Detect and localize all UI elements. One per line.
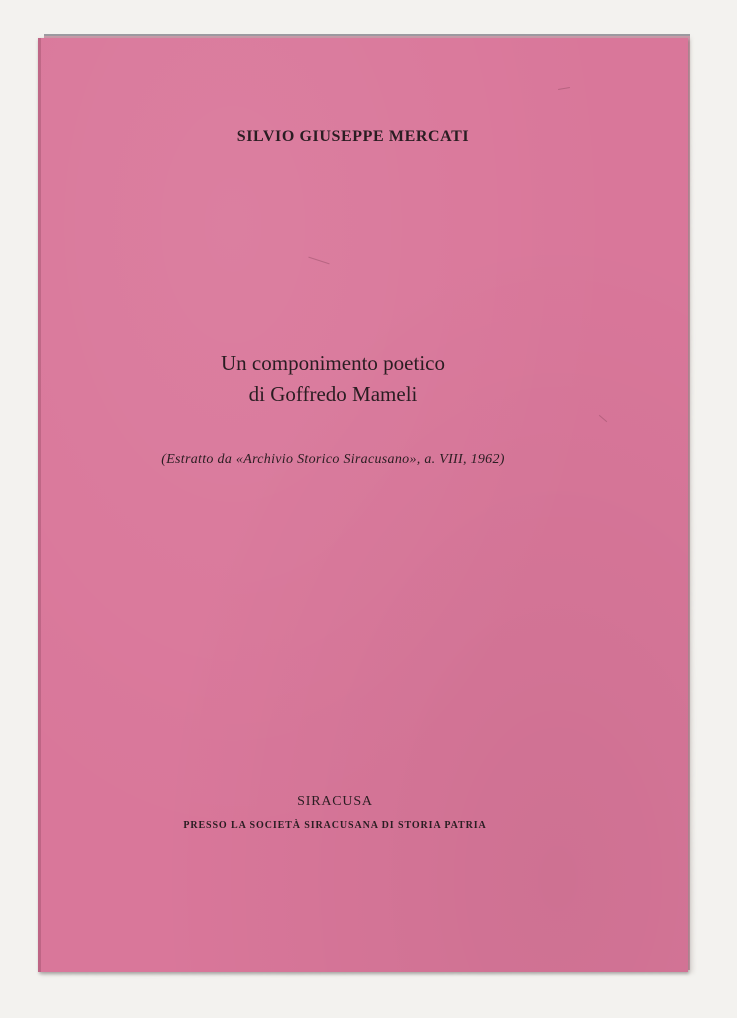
publisher-name: PRESSO LA SOCIETÀ SIRACUSANA DI STORIA PATRIA bbox=[183, 820, 487, 831]
book-title bbox=[8, 348, 658, 410]
title-line-1: Un componimento poetico bbox=[221, 351, 445, 375]
paper-scratch bbox=[308, 257, 329, 265]
extract-note: (Estratto da «Archivio Storico Siracusano», a. VIII, 1962) bbox=[161, 452, 505, 467]
booklet-cover bbox=[38, 38, 688, 972]
paper-scratch bbox=[599, 415, 607, 422]
paper-scratch bbox=[558, 87, 570, 90]
author-name: SILVIO GIUSEPPE MERCATI bbox=[236, 128, 470, 145]
cover-spine-edge bbox=[38, 38, 41, 972]
publication-city: SIRACUSA bbox=[297, 794, 373, 809]
title-line-2: di Goffredo Mameli bbox=[248, 382, 418, 406]
